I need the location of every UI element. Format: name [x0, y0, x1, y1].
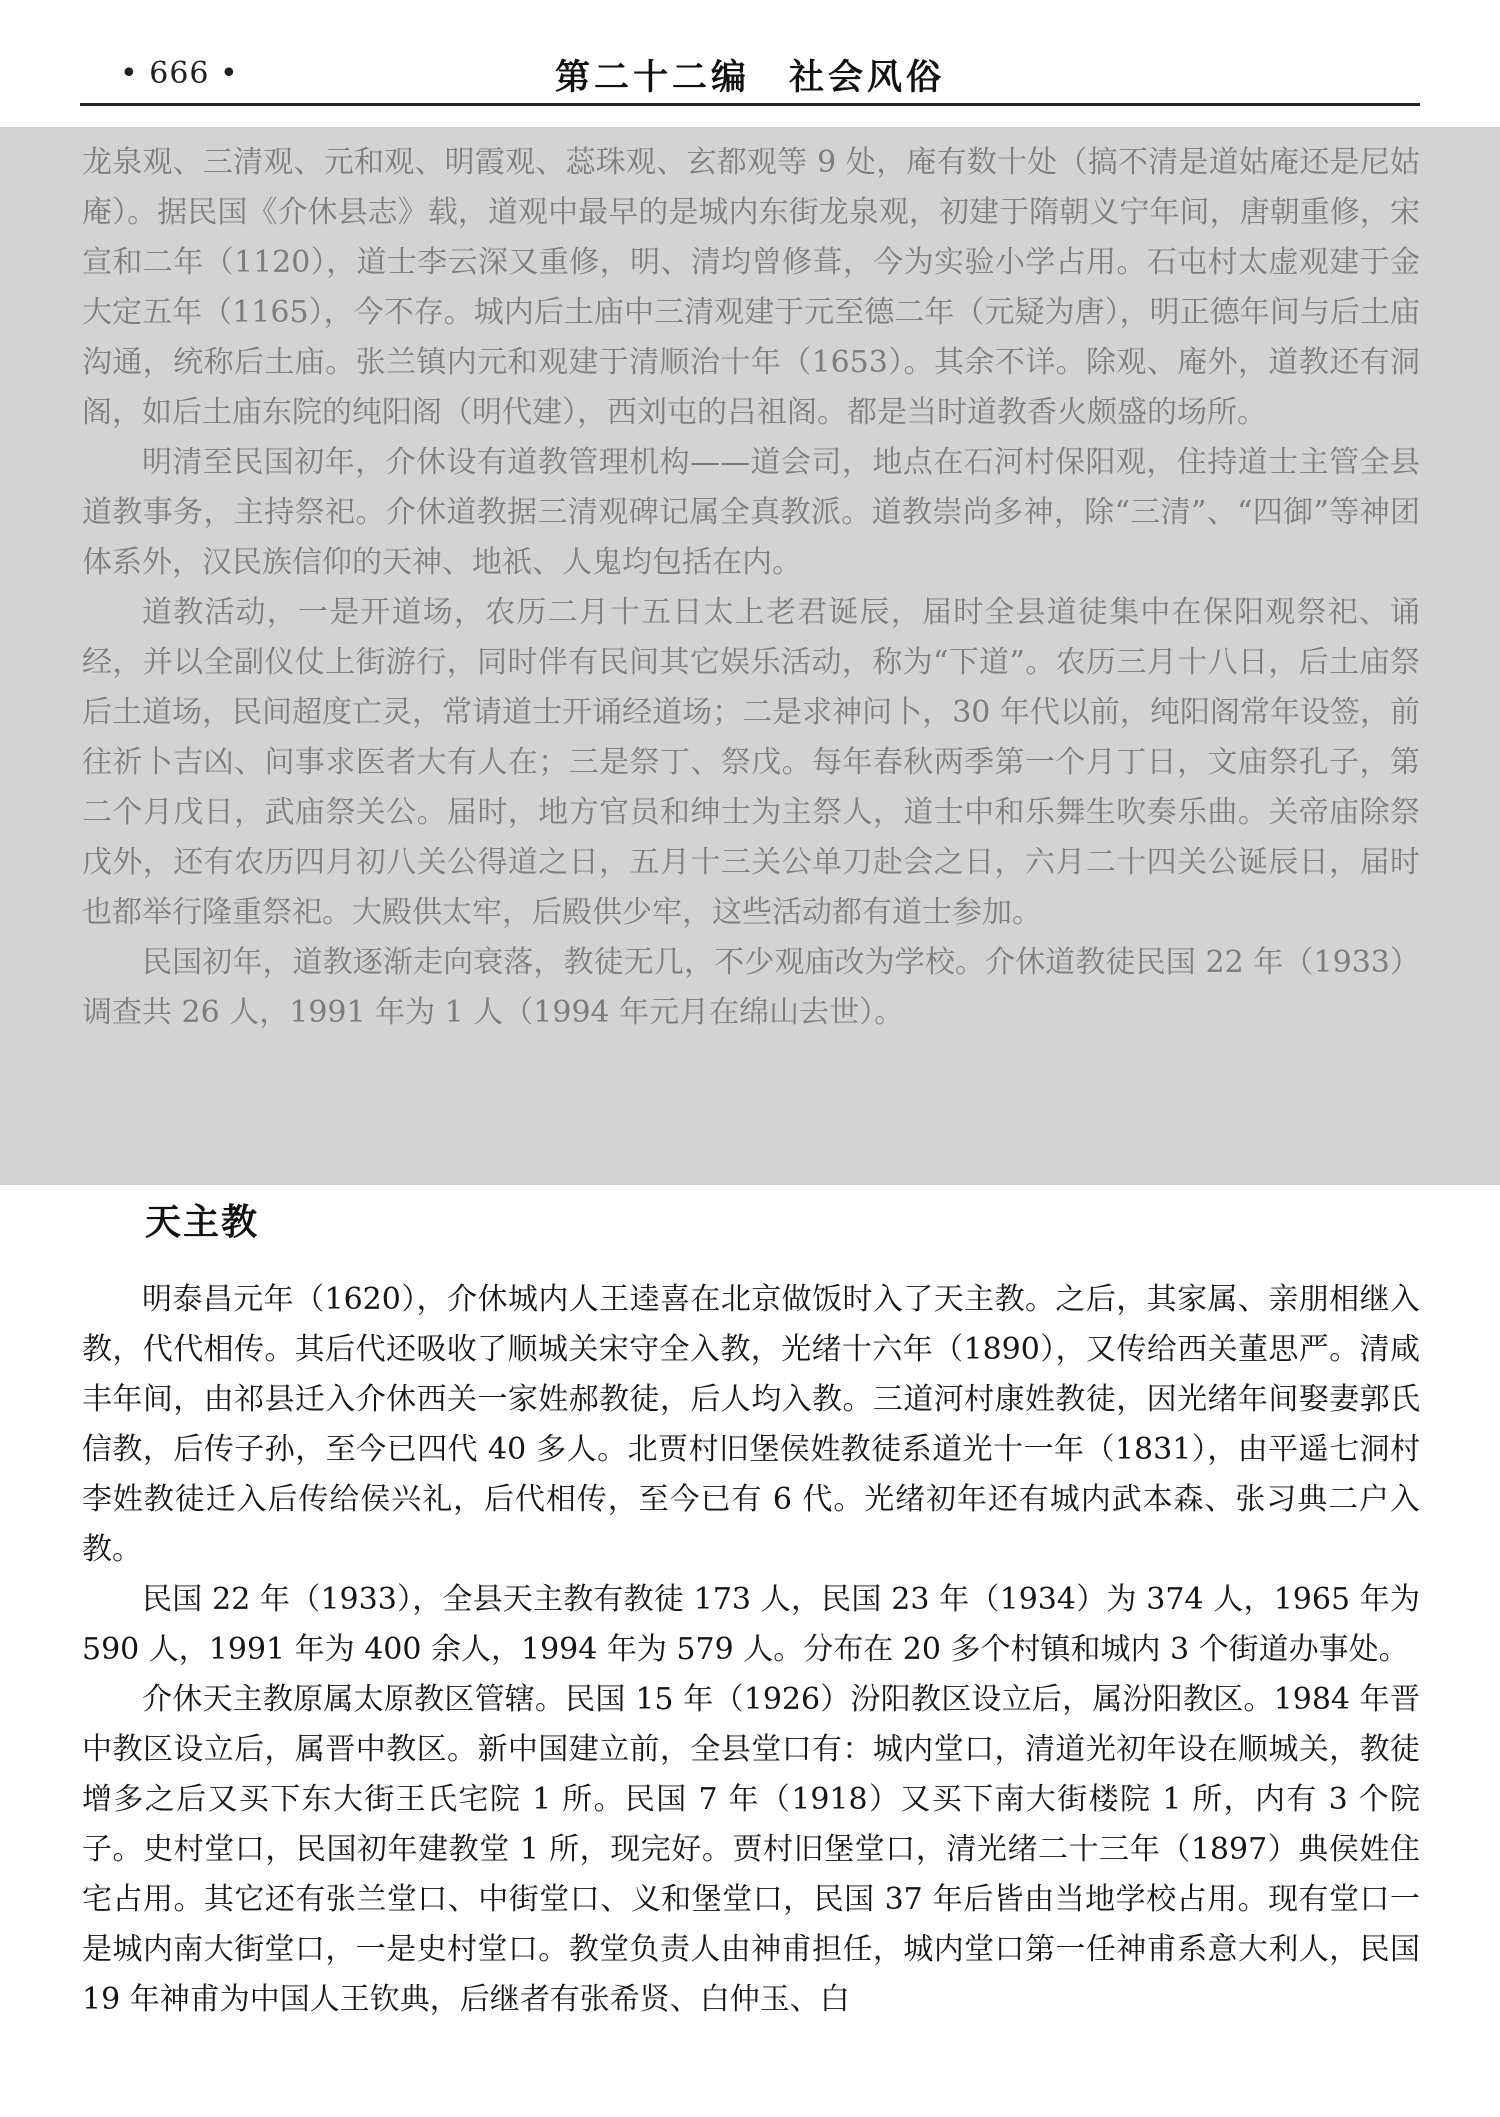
paragraph: 龙泉观、三清观、元和观、明霞观、蕊珠观、玄都观等 9 处，庵有数十处（搞不清是道姑庵还是尼姑庵）。据民国《介休县志》载，道观中最早的是城内东街龙泉观，初建于隋朝义宁年间，唐朝重修，宋宣和二年（1120），道士李云深又重修，明、清均曾修葺，今为实验小学占用。石屯村太虚观建于金大定五年（1165），今不存。城内后土庙中三清观建于元至德二年（元疑为唐），明正德年间与后土庙沟通，统称后土庙。张兰镇内元和观建于清顺治十年（1653）。其余不详。除观、庵外，道教还有洞阁，如后土庙东院的纯阳阁（明代建），西刘屯的吕祖阁。都是当时道教香火颇盛的场所。 — [82, 145, 1420, 430]
paragraph: 民国初年，道教逐渐走向衰落，教徒无几，不少观庙改为学校。介休道教徒民国 22 年（1933）调查共 26 人，1991 年为 1 人（1994 年元月在绵山去世）。 — [82, 945, 1420, 1030]
page-header — [80, 50, 1420, 100]
section-heading: 天主教 — [145, 1202, 260, 1243]
header-rule — [80, 103, 1420, 106]
taoism-section-continued — [82, 138, 1420, 1038]
page-number: • 666 • — [120, 56, 239, 91]
paragraph: 民国 22 年（1933），全县天主教有教徒 173 人，民国 23 年（1934）为 374 人，1965 年为 590 人，1991 年为 400 余人，1994 年为 579 人。分布在 20 多个村镇和城内 3 个街道办事处。 — [82, 1582, 1420, 1667]
paragraph: 道教活动，一是开道场，农历二月十五日太上老君诞辰，届时全县道徒集中在保阳观祭祀、诵经，并以全副仪仗上街游行，同时伴有民间其它娱乐活动，称为“下道”。农历三月十八日，后土庙祭后土道场，民间超度亡灵，常请道士开诵经道场；二是求神问卜，30 年代以前，纯阳阁常年设签，前往祈卜吉凶、问事求医者大有人在；三是祭丁、祭戊。每年春秋两季第一个月丁日，文庙祭孔子，第二个月戊日，武庙祭关公。届时，地方官员和绅士为主祭人，道士中和乐舞生吹奏乐曲。关帝庙除祭戊外，还有农历四月初八关公得道之日，五月十三关公单刀赴会之日，六月二十四关公诞辰日，届时也都举行隆重祭祀。大殿供太牢，后殿供少牢，这些活动都有道士参加。 — [82, 595, 1420, 930]
paragraph: 介休天主教原属太原教区管辖。民国 15 年（1926）汾阳教区设立后，属汾阳教区。1984 年晋中教区设立后，属晋中教区。新中国建立前，全县堂口有：城内堂口，清道光初年设在顺城关，教徒增多之后又买下东大街王氏宅院 1 所。民国 7 年（1918）又买下南大街楼院 1 所，内有 3 个院子。史村堂口，民国初年建教堂 1 所，现完好。贾村旧堡堂口，清光绪二十三年（1897）典侯姓住宅占用。其它还有张兰堂口、中街堂口、义和堡堂口，民国 37 年后皆由当地学校占用。现有堂口一是城内南大街堂口，一是史村堂口。教堂负责人由神甫担任，城内堂口第一任神甫系意大利人，民国 19 年神甫为中国人王钦典，后继者有张希贤、白仲玉、白 — [82, 1682, 1420, 2017]
paragraph: 明泰昌元年（1620），介休城内人王逵喜在北京做饭时入了天主教。之后，其家属、亲朋相继入教，代代相传。其后代还吸收了顺城关宋守全入教，光绪十六年（1890），又传给西关董思严。清咸丰年间，由祁县迁入介休西关一家姓郝教徒，后人均入教。三道河村康姓教徒，因光绪年间娶妻郭氏信教，后传子孙，至今已四代 40 多人。北贾村旧堡侯姓教徒系道光十一年（1831），由平遥七洞村李姓教徒迁入后传给侯兴礼，后代相传，至今已有 6 代。光绪初年还有城内武本森、张习典二户入教。 — [82, 1282, 1420, 1567]
catholicism-section — [82, 1275, 1420, 2025]
paragraph: 明清至民国初年，介休设有道教管理机构——道会司，地点在石河村保阳观，住持道士主管全县道教事务，主持祭祀。介休道教据三清观碑记属全真教派。道教崇尚多神，除“三清”、“四御”等神团体系外，汉民族信仰的天神、地祇、人鬼均包括在内。 — [82, 445, 1420, 580]
running-title: 第二十二编 社会风俗 — [554, 57, 945, 98]
